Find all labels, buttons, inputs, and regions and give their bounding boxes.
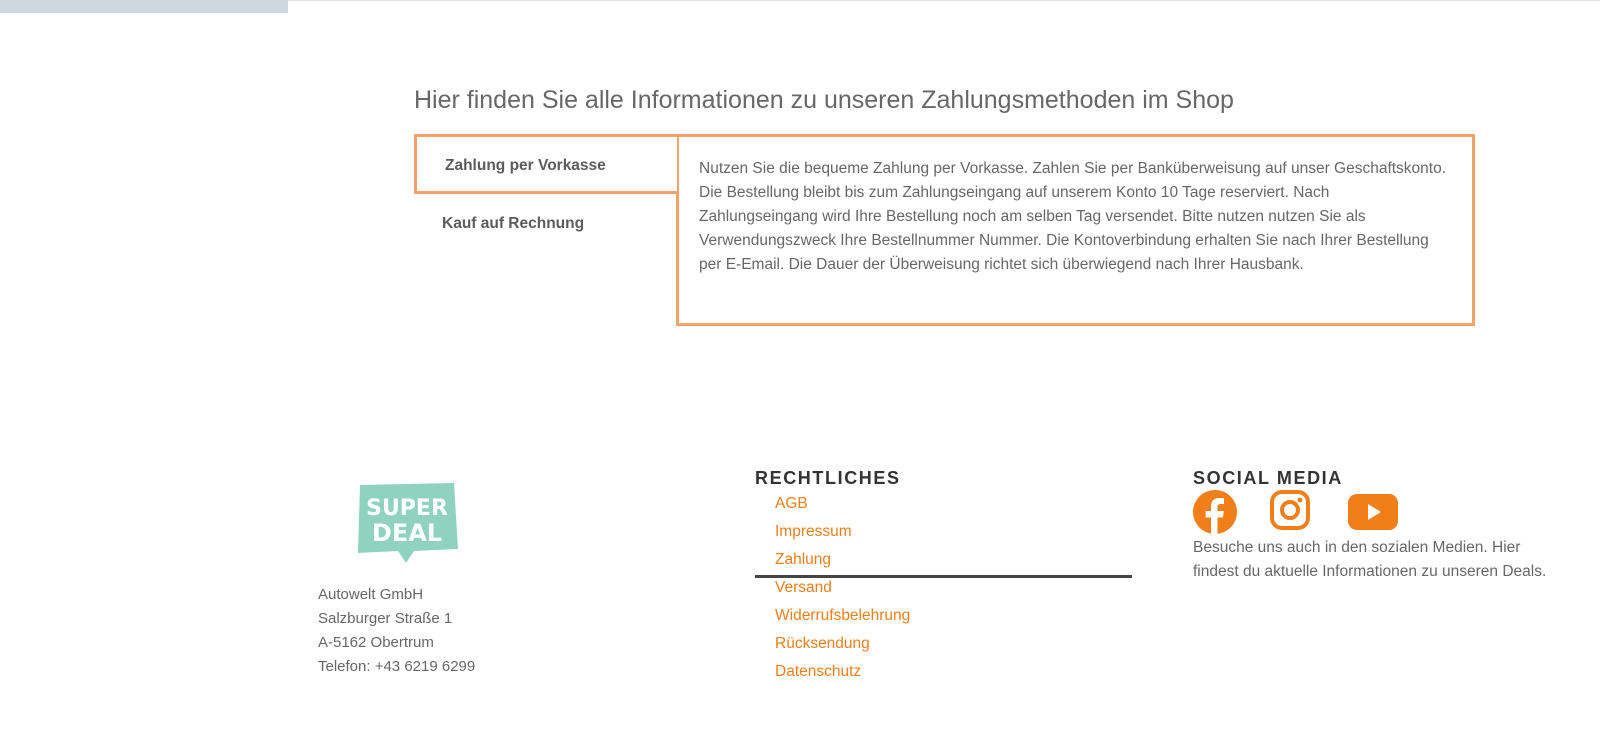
social-media-heading: SOCIAL MEDIA — [1193, 468, 1343, 488]
top-bar — [0, 0, 288, 13]
tab-zahlung-per-vorkasse[interactable]: Zahlung per Vorkasse — [414, 134, 677, 194]
company-phone: Telefon: +43 6219 6299 — [318, 658, 476, 675]
company-street: Salzburger Straße 1 — [318, 610, 453, 627]
company-name: Autowelt GmbH — [318, 586, 424, 603]
logo-text-deal: DEAL — [371, 519, 443, 547]
tab-panel-text: Nutzen Sie die bequeme Zahlung per Vorkasse. Zahlen Sie per Banküberweisung auf unser Geschaftskonto. Die Bestellung bleibt bis zum Zahlungseingang auf unserem Konto 10 Tage reserviert. Nach Zahlungseingang wird Ihre Bestellung noch am selben Tag versendet. Bitte nutzen nutzen Sie als Verwendungszweck Ihre Bestellnummer Nummer. Die Kontoverbindung erhalten Sie nach Ihrer Bestellung per E-Email. Die Dauer der Überweisung richtet sich überwiegend nach Ihrer Hausbank. — [699, 160, 1447, 273]
legal-link-versand[interactable]: Versand — [775, 579, 832, 596]
social-icons — [1193, 490, 1413, 534]
tab-panel-vorkasse — [676, 134, 1475, 326]
instagram-icon[interactable] — [1270, 490, 1310, 530]
payment-intro-heading: Hier finden Sie alle Informationen zu unseren Zahlungsmethoden im Shop — [414, 86, 1234, 114]
legal-link-impressum[interactable]: Impressum — [775, 523, 852, 540]
company-address — [318, 583, 475, 679]
tab-kauf-auf-rechnung[interactable]: Kauf auf Rechnung — [442, 215, 585, 232]
tab-border-left — [414, 134, 417, 194]
social-media-text: Besuche uns auch in den sozialen Medien. Hier findest du aktuelle Informationen zu unseren Deals. — [1193, 539, 1547, 580]
legal-heading: RECHTLICHES — [755, 468, 901, 488]
legal-links — [755, 494, 1132, 690]
superdeal-logo-graphic — [354, 483, 460, 563]
legal-link-zahlung[interactable]: Zahlung — [755, 550, 1132, 578]
legal-link-widerrufsbelehrung[interactable]: Widerrufsbelehrung — [775, 607, 911, 624]
legal-link-datenschutz[interactable]: Datenschutz — [775, 663, 862, 680]
top-divider — [288, 0, 1600, 1]
tab-border-bottom — [414, 191, 679, 194]
superdeal-logo[interactable] — [354, 483, 460, 563]
facebook-icon[interactable] — [1193, 490, 1237, 534]
payment-tabs — [414, 134, 1474, 326]
youtube-icon[interactable] — [1348, 494, 1398, 530]
legal-link-ruecksendung[interactable]: Rücksendung — [775, 635, 870, 652]
logo-text-super: SUPER — [366, 496, 448, 521]
company-city: A-5162 Obertrum — [318, 634, 434, 651]
legal-link-agb[interactable]: AGB — [775, 495, 808, 512]
